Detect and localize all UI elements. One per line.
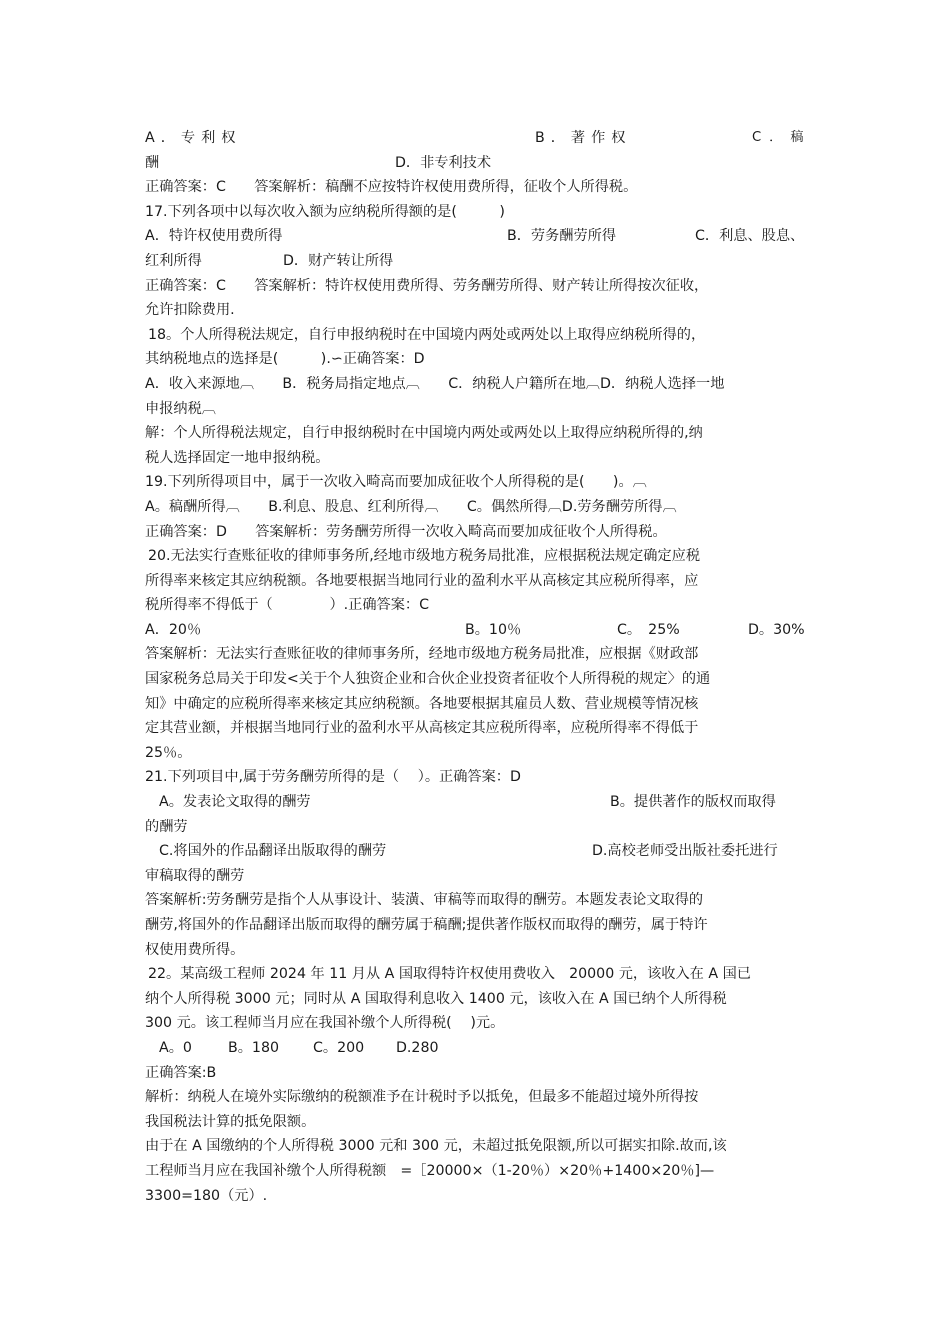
q22-explanation-3 bbox=[145, 1134, 810, 1159]
q17-answer-2 bbox=[145, 298, 810, 323]
q18-explanation bbox=[145, 421, 810, 446]
q17-stem-text: 17.下列各项中以每次收入额为应纳税所得额的是( ) bbox=[145, 203, 505, 220]
q18-explanation-text: 解：个人所得税法规定，自行申报纳税时在中国境内两处或两处以上取得应纳税所得的,纳 bbox=[145, 425, 703, 442]
q22-explanation-text-4: 工程师当月应在我国补缴个人所得税额 =［20000×（1-20％）×20％+1400×20％]— bbox=[145, 1162, 715, 1179]
q22-stem-2 bbox=[145, 987, 810, 1012]
q21-stem bbox=[145, 765, 810, 790]
q20-explanation-text-3: 知》中确定的应税所得率来核定其应纳税额。各地要根据其雇员人数、营业规模等情况核 bbox=[145, 695, 699, 712]
q21-explanation-text-3: 权使用费所得。 bbox=[145, 941, 245, 958]
q17-option-c: C．利息、股息、 bbox=[695, 228, 805, 245]
q18-options-2 bbox=[145, 397, 810, 422]
q18-stem-2 bbox=[145, 347, 810, 372]
q20-explanation-text-2: 国家税务总局关于印发<关于个人独资企业和合伙企业投资者征收个人所得税的规定〉的通 bbox=[145, 671, 711, 688]
q21-explanation-2 bbox=[145, 913, 810, 938]
q21-options-4 bbox=[145, 864, 810, 889]
q22-answer bbox=[145, 1061, 810, 1086]
q22-stem bbox=[145, 962, 810, 987]
q21-option-d-cont: 审稿取得的酬劳 bbox=[145, 867, 245, 884]
q16-option-a: A．专利权 bbox=[145, 130, 242, 146]
q22-explanation bbox=[145, 1085, 810, 1110]
q18-options-text: A．收入来源地︹ B．税务局指定地点︹ C．纳税人户籍所在地︹D．纳税人选择一地 bbox=[145, 375, 725, 392]
q20-explanation-text-5: 25％。 bbox=[145, 744, 192, 761]
q22-stem-text-3: 300 元。该工程师当月应在我国补缴个人所得税( )元。 bbox=[145, 1015, 505, 1032]
q22-option-d: D.280 bbox=[396, 1039, 439, 1056]
q18-explanation-2 bbox=[145, 446, 810, 471]
q18-stem-text: 18。个人所得税法规定，自行申报纳税时在中国境内两处或两处以上取得应纳税所得的， bbox=[148, 326, 706, 343]
q22-explanation-text-2: 我国税法计算的抵免限额。 bbox=[145, 1113, 316, 1130]
q21-options bbox=[145, 790, 810, 815]
q19-options-text: A。稿酬所得︹ B.利息、股息、红利所得︹ C。偶然所得︹D.劳务酬劳所得︹ bbox=[145, 498, 677, 515]
q17-options-line-2 bbox=[145, 249, 810, 274]
q21-explanation-text: 答案解析:劳务酬劳是指个人从事设计、装潢、审稿等而取得的酬劳。本题发表论文取得的 bbox=[145, 892, 704, 909]
q22-option-c: C。200 bbox=[313, 1039, 365, 1056]
q18-options bbox=[145, 372, 810, 397]
q18-explanation-text-2: 税人选择固定一地申报纳税。 bbox=[145, 449, 330, 466]
q20-option-c: C。 25% bbox=[617, 621, 680, 638]
q22-explanation-4 bbox=[145, 1159, 810, 1184]
q17-stem bbox=[145, 200, 810, 225]
q20-option-d: D。30% bbox=[748, 621, 805, 638]
q22-explanation-text-3: 由于在 A 国缴纳的个人所得税 3000 元和 300 元，未超过抵免限额,所以可据实扣除.故而,该 bbox=[145, 1138, 727, 1155]
q17-options-line bbox=[145, 224, 810, 249]
q22-answer-text: 正确答案:B bbox=[145, 1064, 217, 1081]
q22-option-a: A。0 bbox=[159, 1039, 192, 1056]
q21-options-3 bbox=[145, 839, 810, 864]
q18-options-text-2: 申报纳税︹ bbox=[145, 400, 216, 417]
q18-stem-text-2: 其纳税地点的选择是( ).∽正确答案：D bbox=[145, 351, 425, 368]
q22-explanation-5 bbox=[145, 1184, 810, 1209]
q20-stem-3 bbox=[145, 593, 810, 618]
q20-stem-text-3: 税所得率不得低于（ ）.正确答案：C bbox=[145, 597, 429, 614]
q17-option-d: D．财产转让所得 bbox=[283, 252, 394, 269]
q19-answer-text: 正确答案：D 答案解析：劳务酬劳所得一次收入畸高而要加成征收个人所得税。 bbox=[145, 523, 667, 540]
q22-stem-text-2: 纳个人所得税 3000 元；同时从 A 国取得利息收入 1400 元，该收入在 A 国已纳个人所得税 bbox=[145, 990, 727, 1007]
q20-option-b: B。10％ bbox=[465, 621, 522, 638]
q20-stem-text-2: 所得率来核定其应纳税额。各地要根据当地同行业的盈利水平从高核定其应税所得率，应 bbox=[145, 572, 699, 589]
q19-stem-text: 19.下列所得项目中，属于一次收入畸高而要加成征收个人所得税的是( )。︹ bbox=[145, 474, 647, 491]
q21-option-b: B。提供著作的版权而取得 bbox=[610, 794, 776, 811]
q21-explanation-text-2: 酬劳,将国外的作品翻译出版而取得的酬劳属于稿酬;提供著作版权而取得的酬劳，属于特许 bbox=[145, 917, 708, 933]
q17-option-b: B．劳务酬劳所得 bbox=[507, 228, 617, 245]
q22-option-b: B。180 bbox=[228, 1039, 280, 1056]
q17-answer-text: 正确答案：C 答案解析：特许权使用费所得、劳务酬劳所得、财产转让所得按次征收， bbox=[145, 277, 709, 294]
q21-options-2 bbox=[145, 815, 810, 840]
q20-explanation-4 bbox=[145, 716, 810, 741]
q20-explanation-5 bbox=[145, 741, 810, 766]
q20-explanation bbox=[145, 642, 810, 667]
q22-explanation-2 bbox=[145, 1110, 810, 1135]
q19-answer bbox=[145, 520, 810, 545]
q22-stem-3 bbox=[145, 1011, 810, 1036]
q22-options bbox=[145, 1036, 810, 1061]
q16-option-c: C．稿 bbox=[752, 130, 812, 145]
q16-options-line-2 bbox=[145, 151, 810, 176]
q22-stem-text: 22。某高级工程师 2024 年 11 月从 A 国取得特许权使用费收入 20000 元，该收入在 A 国已 bbox=[148, 966, 751, 983]
q22-explanation-text: 解析：纳税人在境外实际缴纳的税额准予在计税时予以抵免，但最多不能超过境外所得按 bbox=[145, 1089, 699, 1106]
q20-stem-text: 20.无法实行查账征收的律师事务所,经地市级地方税务局批准，应根据税法规定确定应税 bbox=[148, 548, 701, 565]
q17-option-a: A．特许权使用费所得 bbox=[145, 228, 283, 245]
q20-explanation-3 bbox=[145, 692, 810, 717]
q19-options bbox=[145, 495, 810, 520]
q16-option-c-cont: 酬 bbox=[145, 154, 160, 171]
q20-stem-2 bbox=[145, 569, 810, 594]
q16-option-b: B．著作权 bbox=[535, 130, 632, 146]
q20-option-a: A．20％ bbox=[145, 621, 202, 638]
q20-options bbox=[145, 618, 810, 643]
q17-option-c-cont: 红利所得 bbox=[145, 252, 202, 269]
document-body bbox=[145, 126, 810, 1208]
q18-stem bbox=[145, 323, 810, 348]
q16-answer bbox=[145, 175, 810, 200]
q20-explanation-2 bbox=[145, 667, 810, 692]
q21-option-a: A。发表论文取得的酬劳 bbox=[159, 794, 311, 811]
q21-explanation bbox=[145, 888, 810, 913]
q21-explanation-3 bbox=[145, 938, 810, 963]
q20-stem bbox=[145, 544, 810, 569]
q21-option-d: D.高校老师受出版社委托进行 bbox=[592, 843, 778, 860]
q20-explanation-text: 答案解析：无法实行查账征收的律师事务所，经地市级地方税务局批准，应根据《财政部 bbox=[145, 646, 699, 663]
q21-option-b-cont: 的酬劳 bbox=[145, 818, 188, 835]
q22-explanation-text-5: 3300=180（元）. bbox=[145, 1187, 268, 1204]
q21-option-c: C.将国外的作品翻译出版取得的酬劳 bbox=[159, 843, 387, 860]
q16-options-line bbox=[145, 126, 810, 151]
q16-answer-text: 正确答案：C 答案解析：稿酬不应按特许权使用费所得，征收个人所得税。 bbox=[145, 179, 638, 196]
q19-stem bbox=[145, 470, 810, 495]
q21-stem-text: 21.下列项目中,属于劳务酬劳所得的是（ ）。正确答案：D bbox=[145, 769, 521, 786]
q20-explanation-text-4: 定其营业额，并根据当地同行业的盈利水平从高核定其应税所得率，应税所得率不得低于 bbox=[145, 720, 699, 737]
q17-answer-text-2: 允许扣除费用. bbox=[145, 302, 235, 319]
q17-answer bbox=[145, 274, 810, 299]
q16-option-d: D．非专利技术 bbox=[395, 154, 492, 171]
